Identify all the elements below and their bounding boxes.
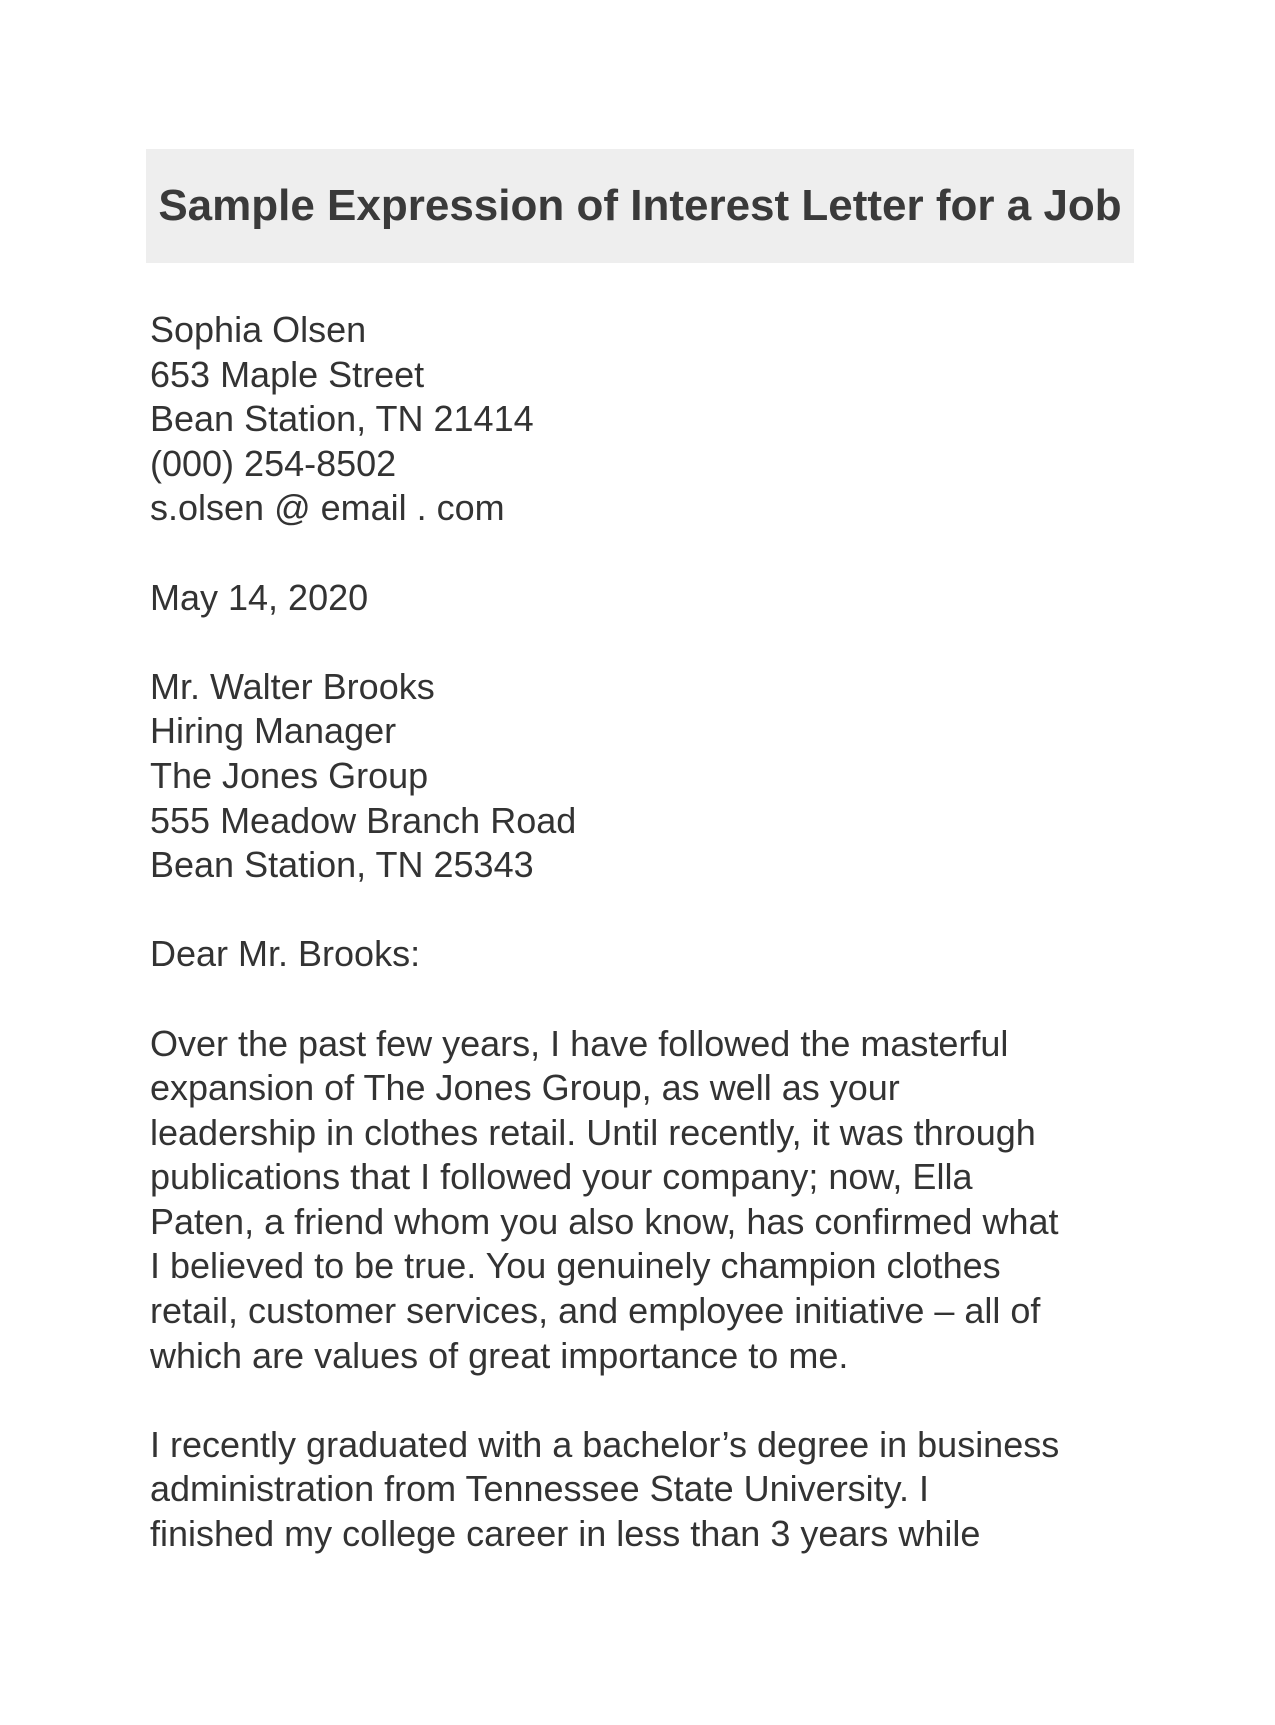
paragraph-1 bbox=[150, 1022, 1140, 1379]
recipient-title: Hiring Manager bbox=[150, 710, 397, 752]
paragraph-line: finished my college career in less than 3 years while bbox=[150, 1513, 981, 1555]
sender-address-block bbox=[150, 308, 1140, 531]
letter-body bbox=[150, 308, 1140, 1601]
recipient-company: The Jones Group bbox=[150, 754, 429, 796]
paragraph-line: administration from Tennessee State University. I bbox=[150, 1468, 930, 1510]
paragraph-line: Over the past few years, I have followed the masterful bbox=[150, 1022, 1009, 1064]
sender-email: s.olsen @ email . com bbox=[150, 487, 505, 529]
recipient-city-state-zip: Bean Station, TN 25343 bbox=[150, 844, 534, 886]
letter-title: Sample Expression of Interest Letter for a Job bbox=[158, 181, 1122, 230]
date-block bbox=[150, 576, 1140, 621]
sender-phone: (000) 254-8502 bbox=[150, 442, 397, 484]
paragraph-line: leadership in clothes retail. Until recently, it was through bbox=[150, 1111, 1036, 1153]
recipient-address-block bbox=[150, 665, 1140, 888]
paragraph-line: publications that I followed your company; now, Ella bbox=[150, 1156, 973, 1198]
title-banner bbox=[146, 149, 1134, 263]
sender-city-state-zip: Bean Station, TN 21414 bbox=[150, 398, 534, 440]
paragraph-line: expansion of The Jones Group, as well as your bbox=[150, 1067, 900, 1109]
paragraph-line: which are values of great importance to me. bbox=[150, 1334, 849, 1376]
recipient-name: Mr. Walter Brooks bbox=[150, 665, 435, 707]
salutation-block bbox=[150, 932, 1140, 977]
paragraph-line: Paten, a friend whom you also know, has confirmed what bbox=[150, 1200, 1059, 1242]
recipient-street: 555 Meadow Branch Road bbox=[150, 799, 577, 841]
paragraph-line: I recently graduated with a bachelor’s degree in business bbox=[150, 1423, 1060, 1465]
paragraph-line: retail, customer services, and employee initiative – all of bbox=[150, 1290, 1041, 1332]
paragraph-2 bbox=[150, 1423, 1140, 1557]
paragraph-line: I believed to be true. You genuinely champion clothes bbox=[150, 1245, 1001, 1287]
sender-street: 653 Maple Street bbox=[150, 353, 425, 395]
letter-date: May 14, 2020 bbox=[150, 576, 369, 618]
salutation: Dear Mr. Brooks: bbox=[150, 933, 421, 975]
sender-name: Sophia Olsen bbox=[150, 309, 367, 350]
